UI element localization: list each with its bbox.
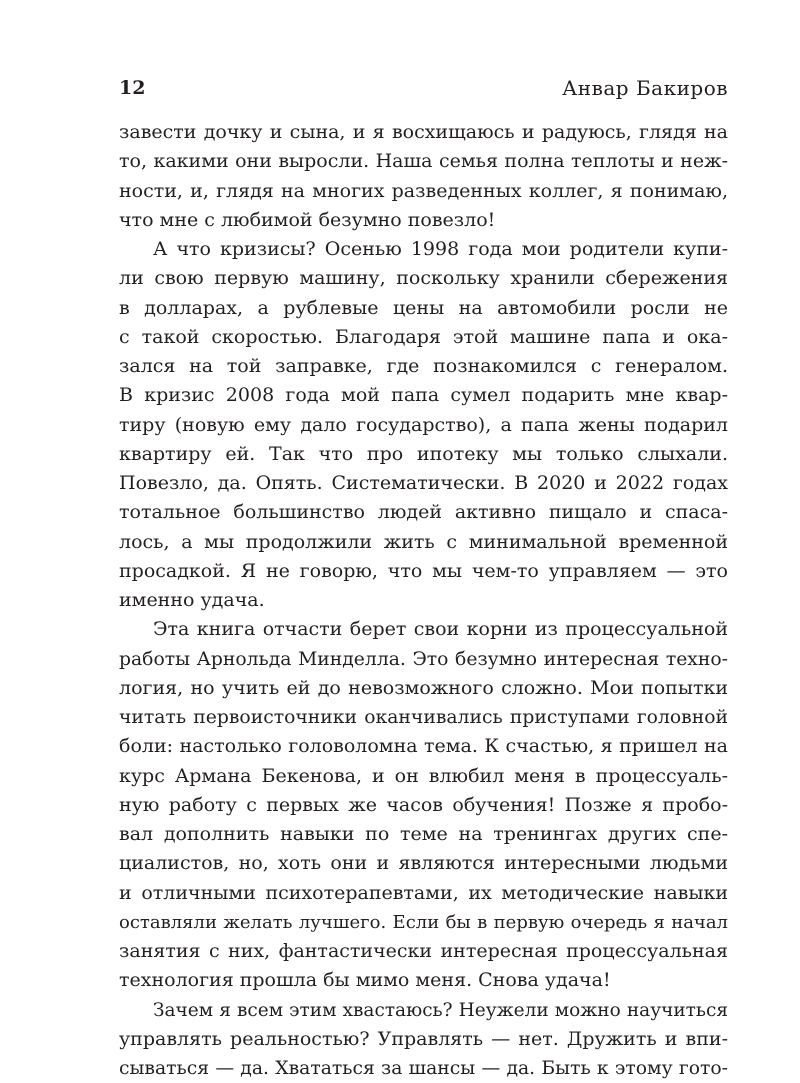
text-line: логия, но учить ей до невозможного сложно. Мои попытки	[119, 676, 728, 699]
text-line: лось, а мы продолжили жить с минимальной временной	[119, 530, 728, 553]
text-line: с такой скоростью. Благодаря этой машине папа и ока-	[119, 325, 728, 348]
text-line: квартиру ей. Так что про ипотеку мы только слыхали.	[119, 442, 728, 465]
body-text	[119, 118, 728, 1083]
text-line: тиру (новую ему дало государство), а папа жены подарил	[119, 413, 728, 436]
text-line: занятия с них, фантастически интересная процессуальная	[119, 940, 728, 962]
text-line: сываться — да. Хвататься за шансы — да. Быть к этому гото-	[119, 1058, 728, 1079]
text-line: технология прошла бы мимо меня. Снова удача!	[119, 969, 611, 992]
text-line: именно удача.	[119, 589, 265, 611]
text-line: в долларах, а рублевые цены на автомобили росли не	[119, 296, 728, 319]
text-line: зался на той заправке, где познакомился с генералом.	[119, 355, 728, 377]
text-line: А что кризисы? Осенью 1998 года мои родители купи-	[153, 238, 728, 260]
text-line: работы Арнольда Минделла. Это безумно интересная техно-	[119, 648, 728, 670]
text-line: Эта книга отчасти берет свои корни из процессуальной	[153, 618, 728, 641]
text-line: курс Армана Бекенова, и он влюбил меня в процессуаль-	[119, 764, 728, 787]
text-line: Повезло, да. Опять. Систематически. В 2020 и 2022 годах	[119, 472, 728, 494]
text-line: ли свою первую машину, поскольку хранили сбережения	[119, 267, 728, 290]
text-line: и отличными психотерапевтами, их методические навыки	[119, 881, 728, 904]
text-line: ную работу с первых же часов обучения! Позже я пробо-	[119, 793, 728, 816]
text-line: завести дочку и сына, и я восхищаюсь и радуюсь, глядя на	[119, 121, 728, 143]
page-number: 12	[119, 77, 146, 99]
text-line: что мне с любимой безумно повезло!	[119, 208, 496, 231]
text-line: В кризис 2008 года мой папа сумел подарить мне квар-	[119, 384, 728, 407]
text-line: просадкой. Я не говорю, что мы чем-то управляем — это	[119, 559, 728, 582]
text-line: управлять реальностью? Управлять — нет. Дружить и впи-	[119, 1027, 728, 1050]
text-line: боли: настолько головоломна тема. К счастью, я пришел на	[119, 735, 728, 758]
text-line: оставляли желать лучшего. Если бы в первую очередь я начал	[119, 911, 728, 933]
text-line: Зачем я всем этим хвастаюсь? Неужели можно научиться	[153, 999, 728, 1021]
text-line: то, какими они выросли. Наша семья полна теплоты и неж-	[119, 150, 728, 173]
text-line: вал дополнить навыки по теме на тренингах других спе-	[119, 823, 728, 845]
running-head-author: Анвар Бакиров	[562, 76, 728, 100]
text-line: ности, и, глядя на многих разведенных коллег, я понимаю,	[119, 179, 728, 202]
text-line: тотальное большинство людей активно пищало и спаса-	[119, 501, 728, 524]
text-line: циалистов, но, хоть они и являются интересными людьми	[119, 852, 728, 875]
text-line: читать первоисточники оканчивались приступами головной	[119, 707, 728, 728]
